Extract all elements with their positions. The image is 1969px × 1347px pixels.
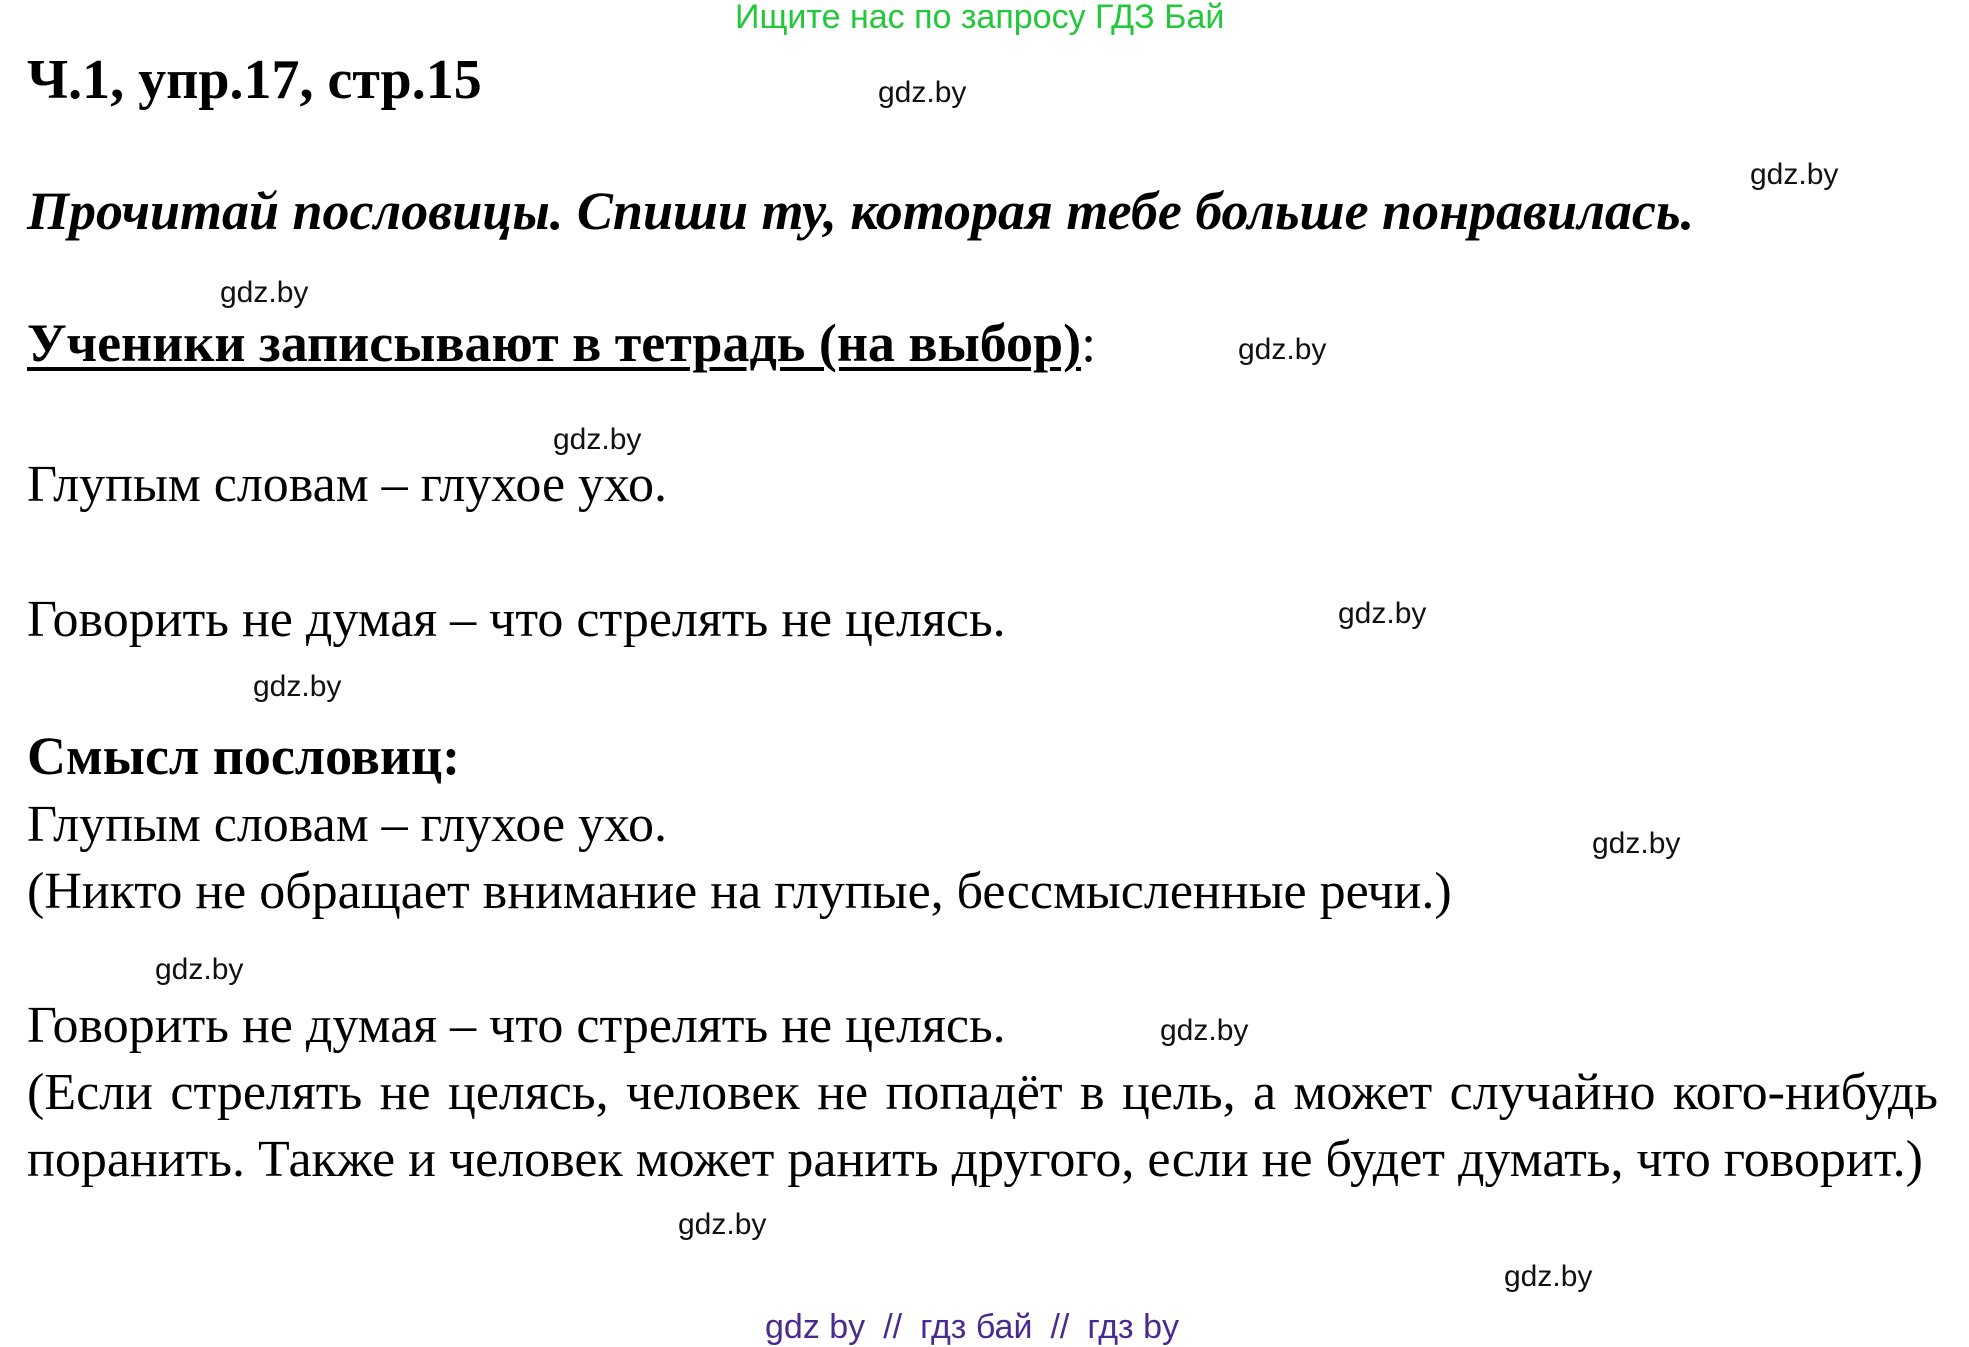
watermark: gdz.by: [253, 670, 342, 703]
footer-separator: //: [1050, 1308, 1070, 1346]
footer-link-gdz-by-cyr[interactable]: гдз by: [1087, 1308, 1180, 1346]
watermark: gdz.by: [878, 76, 967, 109]
meaning-explanation-2: (Если стрелять не целясь, человек не попадёт в цель, а может случайно кого-нибудь поранить. Также и человек может ранить другого, если не будет думать, что говорит.): [27, 1064, 1938, 1188]
search-banner: Ищите нас по запросу ГДЗ Бай: [735, 0, 1225, 36]
meaning-proverb-1: Глупым словам – глухое ухо.: [27, 796, 668, 853]
proverb-1: Глупым словам – глухое ухо.: [27, 456, 668, 513]
meaning-heading: Смысл пословиц:: [27, 726, 461, 786]
watermark: gdz.by: [553, 423, 642, 456]
watermark: gdz.by: [220, 276, 309, 309]
watermark: gdz.by: [1338, 597, 1427, 630]
watermark: gdz.by: [1238, 333, 1327, 366]
footer-separator: //: [883, 1308, 903, 1346]
meaning-proverb-2: Говорить не думая – что стрелять не целясь.: [27, 997, 1006, 1054]
watermark: gdz.by: [1160, 1014, 1249, 1047]
footer-links: [765, 1308, 1179, 1347]
watermark: gdz.by: [678, 1208, 767, 1241]
watermark: gdz.by: [1750, 158, 1839, 191]
footer-link-gdz-bai[interactable]: гдз бай: [920, 1308, 1033, 1346]
meaning-explanation-1: (Никто не обращает внимание на глупые, бессмысленные речи.): [27, 863, 1452, 920]
watermark: gdz.by: [155, 953, 244, 986]
watermark: gdz.by: [1504, 1260, 1593, 1293]
proverb-2: Говорить не думая – что стрелять не целясь.: [27, 591, 1006, 648]
answer-heading-colon: :: [1081, 313, 1097, 373]
watermark: gdz.by: [1592, 827, 1681, 860]
answer-heading: [27, 312, 1096, 374]
answer-heading-text: Ученики записывают в тетрадь (на выбор): [27, 313, 1082, 373]
task-instruction: Прочитай пословицы. Спиши ту, которая тебе больше понравилась.: [27, 181, 1695, 241]
footer-link-gdz-by[interactable]: gdz by: [765, 1308, 866, 1346]
page-title: Ч.1, упр.17, стр.15: [27, 49, 482, 111]
